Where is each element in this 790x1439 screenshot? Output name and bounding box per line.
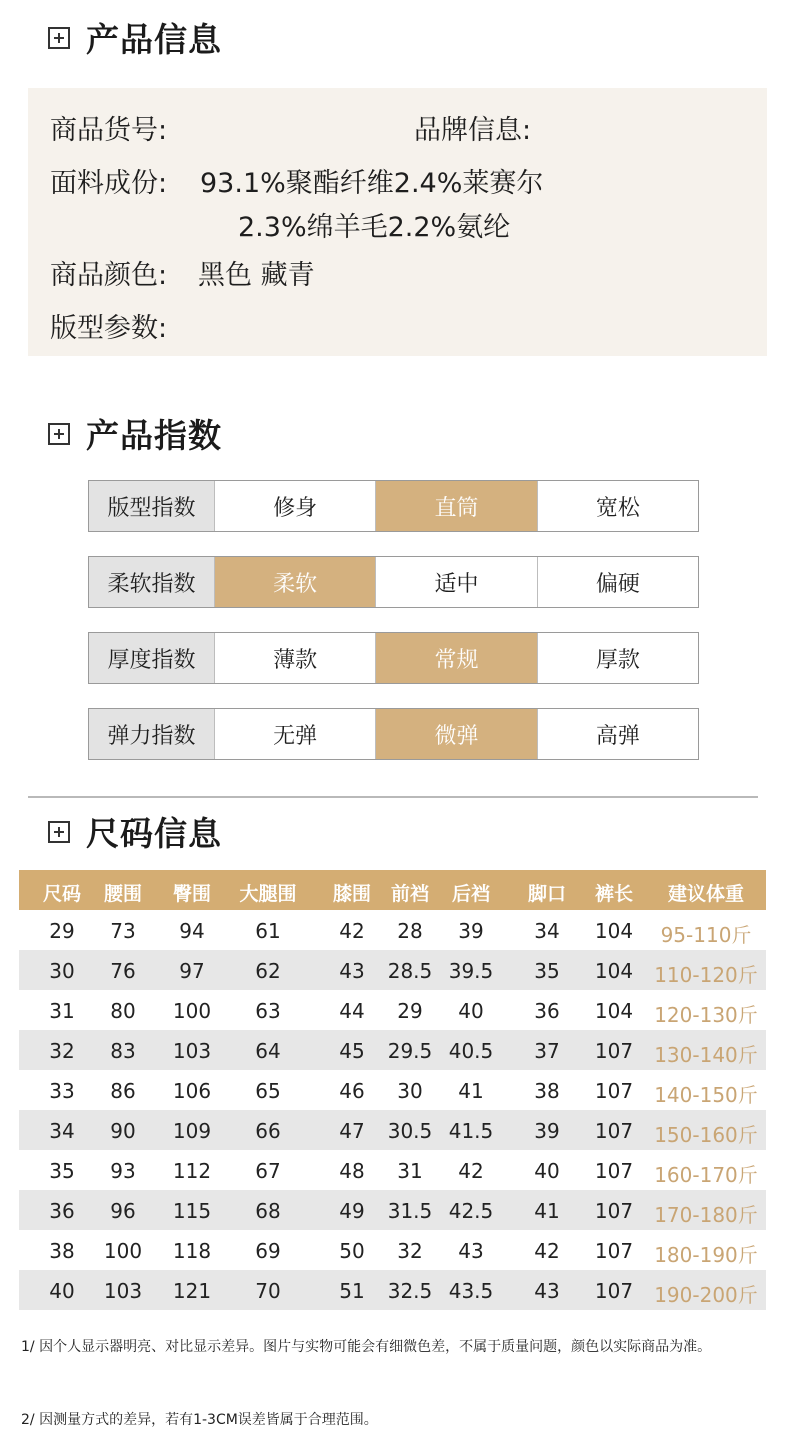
table-cell: 32: [397, 1239, 423, 1263]
table-cell: 100: [172, 999, 212, 1023]
table-cell: 43: [339, 959, 365, 983]
weight-cell: 130-140斤: [654, 1043, 758, 1067]
table-cell: 43.5: [448, 1279, 494, 1303]
table-cell: 100: [103, 1239, 143, 1263]
weight-cell: 190-200斤: [654, 1283, 758, 1307]
table-cell: 39: [458, 919, 484, 943]
table-cell: 50: [339, 1239, 365, 1263]
table-cell: 49: [339, 1199, 365, 1223]
index-row: [88, 480, 699, 532]
table-cell: 109: [172, 1119, 212, 1143]
table-cell: 40: [458, 999, 484, 1023]
table-row: [19, 1070, 766, 1110]
table-cell: 62: [255, 959, 281, 983]
table-cell: 31: [49, 999, 75, 1023]
product-index-header: [48, 410, 222, 457]
table-cell: 43: [458, 1239, 484, 1263]
table-header-cell: 膝围: [332, 883, 371, 905]
table-cell: 29: [397, 999, 423, 1023]
table-cell: 63: [255, 999, 281, 1023]
table-header-cell: 建议体重: [667, 883, 744, 905]
table-cell: 28.5: [387, 959, 433, 983]
table-cell: 68: [255, 1199, 281, 1223]
table-cell: 38: [534, 1079, 560, 1103]
table-row: [19, 950, 766, 990]
table-cell: 35: [534, 959, 560, 983]
table-row: [19, 990, 766, 1030]
product-index-title: 产品指数: [86, 416, 222, 455]
table-cell: 29.5: [387, 1039, 433, 1063]
table-cell: 64: [255, 1039, 281, 1063]
table-cell: 42: [339, 919, 365, 943]
table-header-cell: 脚口: [527, 883, 566, 905]
table-cell: 103: [172, 1039, 212, 1063]
table-cell: 103: [103, 1279, 143, 1303]
table-cell: 32.5: [387, 1279, 433, 1303]
table-cell: 38: [49, 1239, 75, 1263]
table-cell: 121: [172, 1279, 212, 1303]
table-cell: 104: [594, 919, 634, 943]
table-cell: 30.5: [387, 1119, 433, 1143]
table-cell: 48: [339, 1159, 365, 1183]
table-cell: 107: [594, 1239, 634, 1263]
table-cell: 83: [110, 1039, 136, 1063]
weight-cell: 140-150斤: [654, 1083, 758, 1107]
table-cell: 39: [534, 1119, 560, 1143]
table-cell: 47: [339, 1119, 365, 1143]
table-cell: 30: [49, 959, 75, 983]
table-cell: 90: [110, 1119, 136, 1143]
plus-square-icon: [48, 27, 70, 49]
table-row: [19, 1110, 766, 1150]
item-no-label: 商品货号:: [50, 115, 168, 146]
weight-cell: 110-120斤: [654, 963, 758, 987]
table-cell: 66: [255, 1119, 281, 1143]
table-cell: 104: [594, 999, 634, 1023]
brand-label: 品牌信息:: [414, 115, 532, 146]
table-cell: 43: [534, 1279, 560, 1303]
fabric-value-line1: 93.1%聚酯纤维2.4%莱赛尔: [200, 168, 544, 199]
index-row-label: 柔软指数: [89, 557, 214, 607]
table-header-row: [19, 870, 766, 910]
fabric-label: 面料成份:: [50, 168, 168, 199]
table-cell: 37: [534, 1039, 560, 1063]
size-info-title: 尺码信息: [86, 814, 222, 853]
table-cell: 94: [179, 919, 205, 943]
table-cell: 107: [594, 1119, 634, 1143]
table-cell: 69: [255, 1239, 281, 1263]
index-option: 偏硬: [537, 557, 698, 607]
table-cell: 51: [339, 1279, 365, 1303]
table-cell: 31.5: [387, 1199, 433, 1223]
index-option: 厚款: [537, 633, 698, 683]
weight-cell: 160-170斤: [654, 1163, 758, 1187]
table-cell: 80: [110, 999, 136, 1023]
table-row: [19, 1190, 766, 1230]
table-cell: 107: [594, 1079, 634, 1103]
table-cell: 65: [255, 1079, 281, 1103]
table-cell: 118: [172, 1239, 212, 1263]
table-cell: 29: [49, 919, 75, 943]
table-cell: 35: [49, 1159, 75, 1183]
table-cell: 40: [534, 1159, 560, 1183]
index-option: 修身: [214, 481, 375, 531]
size-chart-table: [19, 870, 766, 1310]
index-row-label: 弹力指数: [89, 709, 214, 759]
weight-cell: 170-180斤: [654, 1203, 758, 1227]
table-header-cell: 臀围: [172, 883, 211, 905]
table-header-cell: 后裆: [451, 883, 490, 905]
table-cell: 40.5: [448, 1039, 494, 1063]
index-row-label: 版型指数: [89, 481, 214, 531]
index-option: 薄款: [214, 633, 375, 683]
fit-label: 版型参数:: [50, 313, 168, 344]
table-cell: 76: [110, 959, 136, 983]
table-cell: 45: [339, 1039, 365, 1063]
table-cell: 41.5: [448, 1119, 494, 1143]
table-cell: 112: [172, 1159, 212, 1183]
fabric-value-line2: 2.3%绵羊毛2.2%氨纶: [238, 212, 511, 243]
table-cell: 86: [110, 1079, 136, 1103]
table-cell: 33: [49, 1079, 75, 1103]
table-cell: 104: [594, 959, 634, 983]
table-cell: 107: [594, 1279, 634, 1303]
product-info-title: 产品信息: [86, 20, 222, 59]
index-row: [88, 708, 699, 760]
size-info-header: [48, 808, 222, 855]
table-cell: 39.5: [448, 959, 494, 983]
table-cell: 96: [110, 1199, 136, 1223]
note-color-difference: 1/ 因个人显示器明亮、对比显示差异。图片与实物可能会有细微色差，不属于质量问题，颜色以实际商品为准。: [21, 1339, 712, 1355]
weight-cell: 95-110斤: [660, 923, 752, 947]
note-measurement-error: 2/ 因测量方式的差异，若有1-3CM误差皆属于合理范围。: [21, 1412, 378, 1428]
table-row: [19, 1230, 766, 1270]
table-cell: 115: [172, 1199, 212, 1223]
color-label: 商品颜色:: [50, 260, 168, 291]
table-cell: 44: [339, 999, 365, 1023]
table-cell: 46: [339, 1079, 365, 1103]
table-cell: 73: [110, 919, 136, 943]
product-info-header: [48, 14, 222, 61]
table-cell: 93: [110, 1159, 136, 1183]
index-option: 适中: [375, 557, 536, 607]
table-cell: 41: [458, 1079, 484, 1103]
table-header-cell: 腰围: [103, 883, 142, 905]
index-row: [88, 632, 699, 684]
table-cell: 61: [255, 919, 281, 943]
index-option: 高弹: [537, 709, 698, 759]
table-cell: 34: [534, 919, 560, 943]
table-header-cell: 前裆: [390, 883, 429, 905]
weight-cell: 150-160斤: [654, 1123, 758, 1147]
index-option-selected: 直筒: [375, 481, 536, 531]
table-cell: 40: [49, 1279, 75, 1303]
table-cell: 36: [49, 1199, 75, 1223]
table-row: [19, 1030, 766, 1070]
table-cell: 107: [594, 1199, 634, 1223]
table-cell: 42: [458, 1159, 484, 1183]
table-cell: 30: [397, 1079, 423, 1103]
index-option-selected: 柔软: [214, 557, 375, 607]
table-cell: 31: [397, 1159, 423, 1183]
table-header-cell: 尺码: [42, 883, 81, 905]
table-cell: 32: [49, 1039, 75, 1063]
index-row: [88, 556, 699, 608]
table-cell: 34: [49, 1119, 75, 1143]
table-row: [19, 1270, 766, 1310]
color-value: 黑色 藏青: [198, 260, 315, 291]
table-cell: 42: [534, 1239, 560, 1263]
table-cell: 67: [255, 1159, 281, 1183]
table-row: [19, 910, 766, 950]
table-cell: 107: [594, 1039, 634, 1063]
section-divider: [28, 796, 758, 798]
table-cell: 28: [397, 919, 423, 943]
table-header-cell: 裤长: [594, 883, 633, 905]
weight-cell: 120-130斤: [654, 1003, 758, 1027]
table-cell: 41: [534, 1199, 560, 1223]
table-cell: 107: [594, 1159, 634, 1183]
weight-cell: 180-190斤: [654, 1243, 758, 1267]
table-cell: 97: [179, 959, 205, 983]
index-row-label: 厚度指数: [89, 633, 214, 683]
table-cell: 106: [172, 1079, 212, 1103]
table-cell: 70: [255, 1279, 281, 1303]
index-option-selected: 微弹: [375, 709, 536, 759]
plus-square-icon: [48, 423, 70, 445]
plus-square-icon: [48, 821, 70, 843]
index-option-selected: 常规: [375, 633, 536, 683]
table-row: [19, 1150, 766, 1190]
index-option: 宽松: [537, 481, 698, 531]
table-cell: 36: [534, 999, 560, 1023]
table-cell: 42.5: [448, 1199, 494, 1223]
index-option: 无弹: [214, 709, 375, 759]
table-header-cell: 大腿围: [239, 883, 297, 905]
product-info-panel: [28, 88, 767, 356]
